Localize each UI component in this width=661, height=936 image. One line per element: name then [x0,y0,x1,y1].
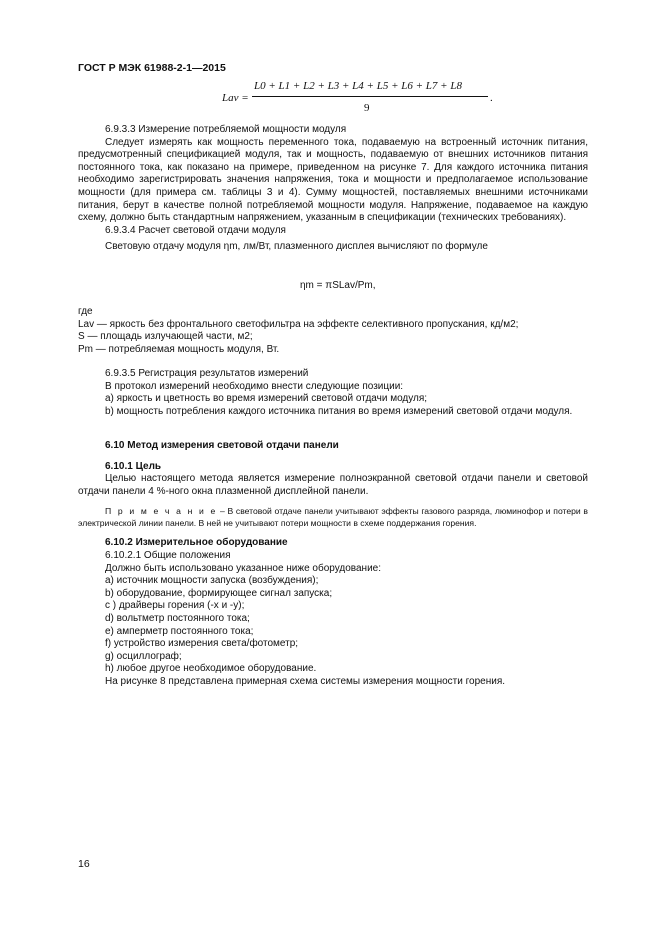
formula-denominator: 9 [364,102,370,114]
section-heading: 6.9.3.5 Регистрация результатов измерений [105,368,309,379]
standard-header: ГОСТ Р МЭК 61988-2-1—2015 [78,62,226,74]
formula-lhs: Lav = [222,92,249,104]
subsection-heading: 6.10.2 Измерительное оборудование [105,537,288,549]
list-item: h) любое другое необходимое оборудование. [105,663,317,675]
luminous-efficacy-formula: ηm = πSLav/Pm, [300,280,376,291]
section-6-9-3-5 [78,368,588,418]
paragraph: Световую отдачу модуля ηm, лм/Вт, плазменного дисплея вычисляют по формуле [105,241,488,253]
paragraph: В протокол измерений необходимо внести следующие позиции: [105,380,404,392]
section-heading: 6.10 Метод измерения световой отдачи панели [105,440,339,451]
list-item: b) оборудование, формирующее сигнал запуска; [105,587,333,599]
list-item: b) мощность потребления каждого источника питания во время измерений световой отдачи модуля. [105,405,573,417]
note-text: – В световой отдаче панели учитывают эффекты газового разряда, люминофор и потери в электрической линии панели. В ней не учитывают потери мощности в схеме поддержания горения. [78,506,588,528]
paragraph: Должно быть использовано указанное ниже оборудование: [105,562,381,574]
page-number: 16 [78,858,90,870]
subsection-heading: 6.10.1 Цель [105,460,162,472]
list-item: а) источник мощности запуска (возбуждения); [105,575,319,587]
section-6-9-3-3 [78,124,588,254]
list-item: е) амперметр постоянного тока; [105,625,254,637]
list-item: f) устройство измерения света/фотометр; [105,638,299,650]
list-item: d) вольтметр постоянного тока; [105,612,250,624]
note-label: П р и м е ч а н и е [105,506,218,517]
fraction-bar [252,96,488,97]
definition-item: S — площадь излучающей части, м2; [78,331,253,343]
list-item: с ) драйверы горения (-x и -y); [105,600,245,612]
paragraph: На рисунке 8 представлена примерная схема системы измерения мощности горения. [105,675,506,687]
definition-item: Pm — потребляемая мощность модуля, Вт. [78,343,280,355]
definition-item: Lav — яркость без фронтального светофильтра на эффекте селективного пропускания, кд/м2; [78,318,519,330]
paragraph: Следует измерять как мощность переменного тока, подаваемую на встроенный источник питания, предусмотренный спецификацией модуля, так и мощность, подаваемую от внешних источников питания постоянного тока, как показано на примере, приведенном на рисунке 7. Для каждого источника питания необходимо зарегистрировать значения напряжения, тока и мощности и предполагаемое использование мощности (для примера см. таблицы 3 и 4). Сумму мощностей, поставляемых внешними источниками питания, берут в качестве полной потребляемой мощности модуля. Напряжение, подаваемое на каждую схему, должно быть стандартным напряжением, указанным в спецификации (технических требованиях). [78,136,588,224]
list-item: g) осциллограф; [105,650,182,662]
section-6-10 [78,440,588,689]
where-label: где [78,306,93,317]
note [78,506,588,529]
formula-numerator: L0 + L1 + L2 + L3 + L4 + L5 + L6 + L7 + L8 [254,80,462,92]
list-item: а) яркость и цветность во время измерений световой отдачи модуля; [105,393,428,405]
section-heading: 6.9.3.3 Измерение потребляемой мощности модуля [105,124,347,135]
definitions [78,306,588,356]
formula-trail: . [490,92,493,104]
paragraph: Целью настоящего метода является измерение полноэкранной световой отдачи панели и световой отдачи панели 4 %-ного окна плазменной дисплейной панели. [78,473,588,497]
subsection-heading: 6.10.2.1 Общие положения [105,549,231,561]
section-heading: 6.9.3.4 Расчет световой отдачи модуля [105,224,286,236]
